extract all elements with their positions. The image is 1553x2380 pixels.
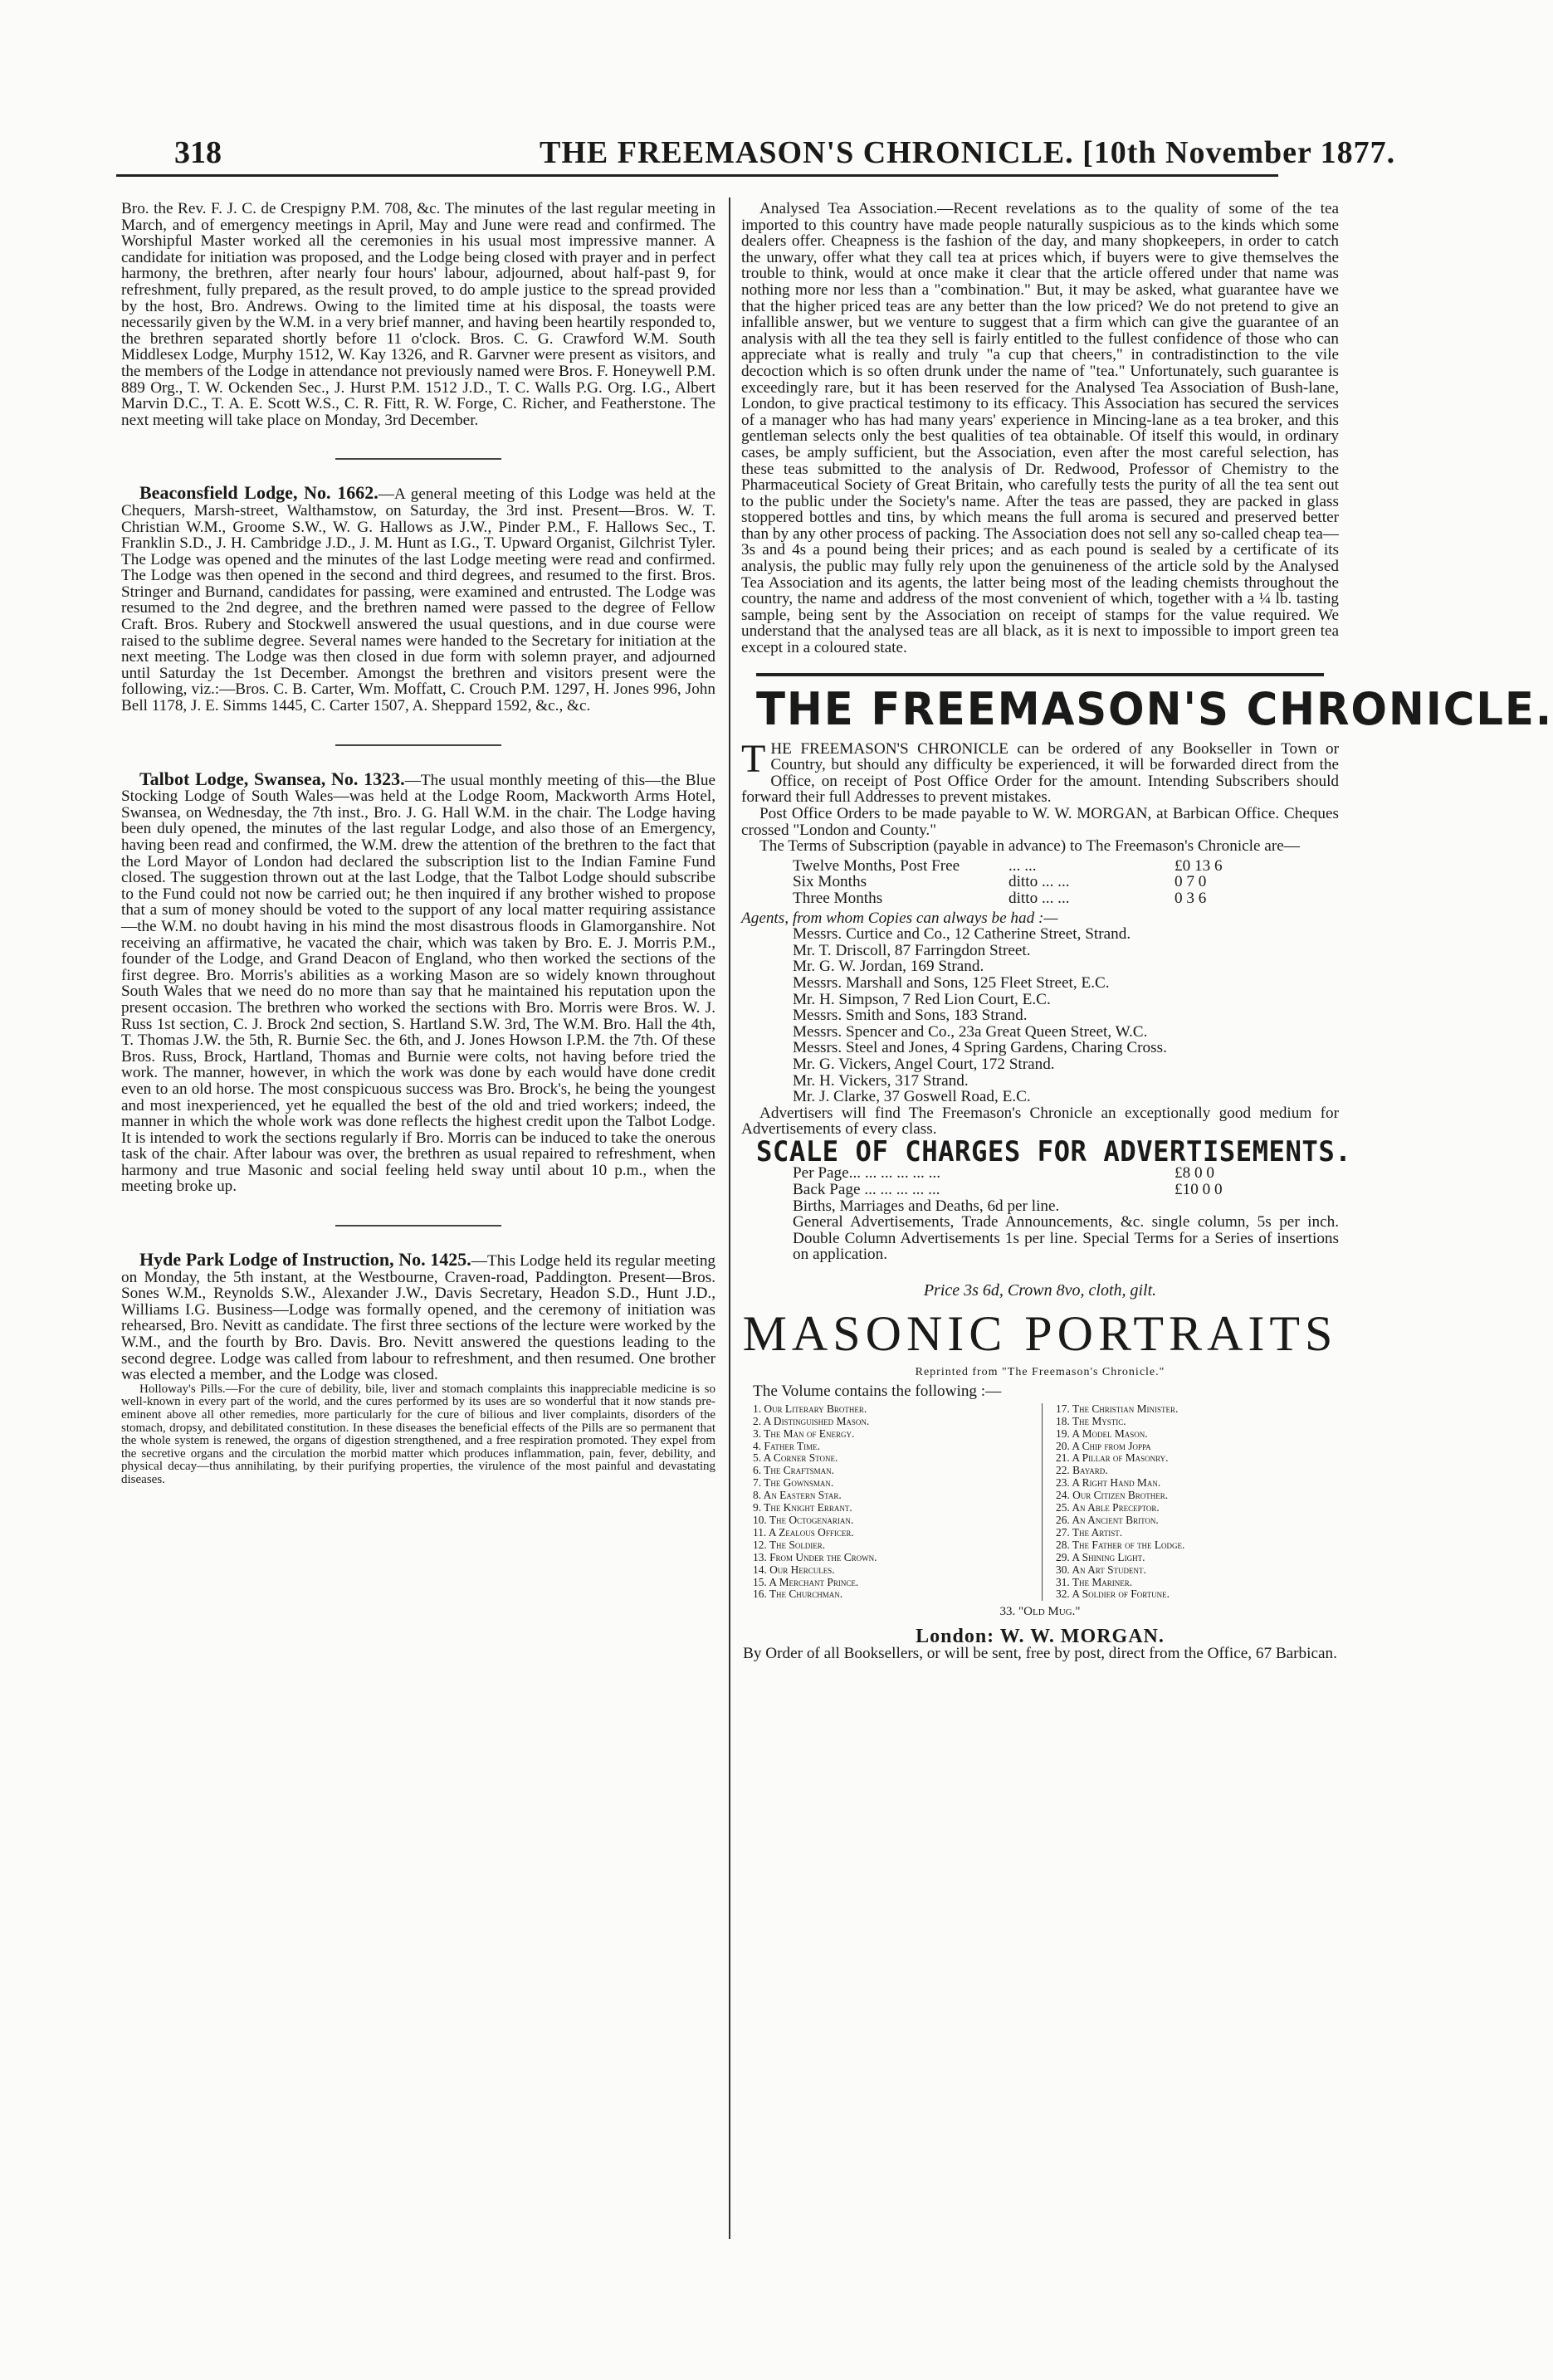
list-item: 17. The Christian Minister. (1056, 1402, 1179, 1415)
list-item: 18. The Mystic. (1056, 1414, 1126, 1427)
list-item: 10. The Octogenarian. (753, 1513, 854, 1526)
beaconsfield-text: —A general meeting of this Lodge was held at the Chequers, Marsh-street, Walthamstow, on Saturday, the 3rd inst. Present—Bros. W. T. Christian W.M., Groome S.W., W. G. Hallows as J.W., Pinder P.M., F. Hallows Sec., T. Franklin S.D., J. H. Cambridge J.D., J. M. Hunt as I.G., T. Upward Organist, Gilchrist Tyler. The Lodge was opened and the minutes of the last Lodge meeting were read and confirmed. The Lodge was then opened in the second and third degrees, and resumed to the first. Bros. Stringer and Burnand, candidates for passing, were examined and entrusted. The Lodge was resumed to the 2nd degree, and the brethren named were passed to the degree of Fellow Craft. Bros. Rubery and Stockwell answered the usual questions, and in due course were raised to the sublime degree. Several names were handed to the Secretary for initiation at the next meeting. The Lodge was then closed in due form with solemn prayer, and adjourned until Saturday the 1st December. Amongst the brethren and visitors present were the following, viz.:—Bros. C. B. Carter, Wm. Moffatt, C. Crouch P.M. 1297, H. Jones 996, John Bell 1178, J. E. Simms 1445, C. Carter 1507, A. Sheppard 1592, &c., &c. (121, 485, 715, 715)
page-header (58, 134, 1453, 171)
contents-column-a (753, 1403, 1043, 1602)
list-item: Mr. J. Clarke, 37 Goswell Road, E.C. (793, 1088, 1031, 1106)
chronicle-intro-text: HE FREEMASON'S CHRONICLE can be ordered of any Bookseller in Town or Country, but should any difficulty be experienced, it will be forwarded direct from the Office, on receipt of Post Office Order for the amount. Intending Subscribers should forward their full Addresses to prevent mistakes. (741, 739, 1339, 807)
drop-cap: T (741, 736, 766, 781)
table-row (793, 1182, 1339, 1198)
intro-paragraph: Bro. the Rev. F. J. C. de Crespigny P.M. 708, &c. The minutes of the last regular meeting in March, and of emergency meetings in April, May and June were read and confirmed. The Worshipful Master worked all the ceremonies in his usual most impressive manner. A candidate for initiation was proposed, and the Lodge being closed with prayer and in perfect harmony, the brethren, after nearly four hours' labour, adjourned, about half-past 9, for refreshment, fully prepared, as the result proved, to do ample justice to the spread provided by the host, Bro. Andrews. Owing to the limited time at his disposal, the toasts were necessarily given by the W.M. in a very brief manner, and having been heartily responded to, the brethren separated shortly before 11 o'clock. Bros. C. G. Crawford W.M. South Middlesex Lodge, Murphy 1512, W. Kay 1326, and R. Garvner were present as visitors, and the members of the Lodge in attendance not previously named were Bros. F. Honeywell P.M. 889 Org., T. W. Ockenden Sec., J. Hurst P.M. 1512 J.D., T. C. Walls P.G. Org. I.G., Albert Marvin D.C., T. A. E. Scott W.S., C. R. Fitt, R. W. Forge, C. Richer, and Featherstone. The next meeting will take place on Monday, 3rd December. (121, 200, 715, 429)
agents-list (741, 926, 1339, 1105)
talbot-title: Talbot Lodge, Swansea, No. 1323. (139, 768, 405, 789)
separator-rule (335, 744, 501, 746)
sub-price: 0 3 6 (1175, 889, 1207, 907)
separator-rule (335, 458, 501, 460)
table-row (793, 874, 1339, 890)
post-office-note: Post Office Orders to be made payable to W. W. MORGAN, at Barbican Office. Cheques crossed "London and County." (741, 805, 1339, 839)
list-item: 7. The Gownsman. (753, 1476, 834, 1490)
subscription-terms: The Terms of Subscription (payable in advance) to The Freemason's Chronicle are— (759, 837, 1300, 856)
subscription-table (793, 858, 1339, 907)
sub-price: 0 7 0 (1175, 873, 1207, 891)
talbot-text: —The usual monthly meeting of this—the Blue Stocking Lodge of South Wales—was held at the Lodge Room, Mackworth Arms Hotel, Swansea, on Wednesday, the 7th inst., Bro. J. G. Hall W.M. in the chair. The Lodge having been duly opened, the minutes of the last regular Lodge, and also those of an Emergency, having been read and confirmed, the W.M. drew the attention of the brethren to the fact that the Lord Mayor of London had declared the subscription list to the Indian Famine Fund closed. The suggestion thrown out at the last Lodge, that the Talbot Lodge should subscribe to the Fund could not now be carried out; he then inquired if any brother wished to propose that a sum of money should be voted to the support of any local matter requiring assistance—the W.M. no doubt having in his mind the most disastrous floods in Glamorganshire. Not receiving an affirmative, he vacated the chair, which was taken by Bro. E. J. Morris P.M., founder of the Lodge, and Grand Deacon of England, who then worked the sections of the first degree. Bro. Morris's abilities as a working Mason are so widely known throughout South Wales that we need do no more than say that he maintained his reputation upon the present occasion. The brethren who worked the sections with Bro. Morris were Bros. W. J. Russ 1st section, C. J. Brock 2nd section, S. Hartland S.W. 3rd, The W.M. Bro. Hall the 4th, T. Thomas J.W. the 5th, R. Burnie Sec. the 6th, and J. Jones Howson I.P.M. the 7th. Of these Bros. Russ, Brock, Hartland, Thomas and Burnie were colts, not having before tried the work. The manner, however, in which the work was done by each would have done credit even to an old horse. The most conspicuous success was Bro. Brock's, he being the youngest and most inexperienced, yet he equalled the best of the old and tried workers; indeed, the manner in which the whole work was done reflects the highest credit upon the Talbot Lodge. It is intended to work the sections regularly if Bro. Morris can be induced to take the onerous task of the chair. After labour was over, the brethren as usual repaired to refreshment, when harmony and true Masonic and social feeling held sway until about 10 p.m., when the meeting broke up. (121, 771, 715, 1196)
contents-last-item: 33. "Old Mug." (999, 1605, 1081, 1619)
list-item: 32. A Soldier of Fortune. (1056, 1587, 1170, 1601)
sub-ditto: ditto ... ... (1008, 873, 1070, 891)
list-item: 30. An Art Student. (1056, 1563, 1146, 1576)
hyde-park-title: Hyde Park Lodge of Instruction, No. 1425. (139, 1249, 471, 1270)
chronicle-intro (741, 736, 1339, 807)
chronicle-masthead: THE FREEMASON'S CHRONICLE. (756, 673, 1324, 734)
page-title: THE FREEMASON'S CHRONICLE. [10th November 1877. (540, 135, 1396, 170)
list-item: Messrs. Marshall and Sons, 125 Fleet Street, E.C. (793, 973, 1110, 992)
list-item: 5. A Corner Stone. (753, 1451, 838, 1465)
list-item: 31. The Mariner. (1056, 1575, 1133, 1588)
hyde-park-text: —This Lodge held its regular meeting on Monday, the 5th instant, at the Westbourne, Craven-road, Paddington. Present—Bros. Sones W.M., Reynolds S.W., Alexander J.W., Davis Secretary, Headon S.D., Hunt J.D., Williams I.G. Business—Lodge was formally opened, and the ceremony of initiation was rehearsed, Bro. Nevitt as candidate. The first three sections of the lecture were worked by the W.M., and the fourth by Bro. Davis. Bro. Nevitt answered the questions leading to the second degree. Lodge was called from labour to refreshment, and then resumed. One brother was elected a member, and the Lodge was closed. (121, 1252, 716, 1384)
header-rule (116, 174, 1278, 177)
list-item: 20. A Chip from Joppa (1056, 1439, 1151, 1452)
charge-label: Per Page... ... ... ... ... ... (793, 1164, 940, 1183)
list-item: 4. Father Time. (753, 1439, 820, 1452)
price-line: Price 3s 6d, Crown 8vo, cloth, gilt. (923, 1281, 1157, 1300)
list-item: 14. Our Hercules. (753, 1563, 835, 1576)
list-item: Mr. T. Driscoll, 87 Farringdon Street. (793, 941, 1031, 959)
sub-period: Six Months (793, 873, 867, 891)
beaconsfield-title: Beaconsfield Lodge, No. 1662. (139, 482, 378, 504)
list-item: 21. A Pillar of Masonry. (1056, 1451, 1169, 1465)
list-item: Mr. G. Vickers, Angel Court, 172 Strand. (793, 1055, 1055, 1073)
contents-heading: The Volume contains the following :— (753, 1383, 1002, 1401)
list-item: 28. The Father of the Lodge. (1056, 1538, 1185, 1551)
talbot-article (121, 768, 715, 1196)
charge-label: Back Page ... ... ... ... ... (793, 1181, 940, 1199)
separator-rule (335, 1225, 501, 1227)
list-item: Mr. H. Vickers, 317 Strand. (793, 1071, 969, 1090)
contents-column-b (1043, 1403, 1338, 1602)
births-note: Births, Marriages and Deaths, 6d per line. (793, 1197, 1060, 1215)
list-item: 24. Our Citizen Brother. (1056, 1489, 1169, 1502)
list-item: 13. From Under the Crown. (753, 1550, 877, 1563)
sub-period: Three Months (793, 889, 883, 907)
charge-price: £10 0 0 (1175, 1181, 1223, 1199)
column-divider (729, 198, 730, 2239)
list-item: 12. The Soldier. (753, 1538, 826, 1551)
list-item: 9. The Knight Errant. (753, 1501, 852, 1514)
list-item: Messrs. Steel and Jones, 4 Spring Gardens, Charing Cross. (793, 1039, 1167, 1057)
charges-table (741, 1165, 1339, 1197)
right-column (741, 200, 1553, 1662)
list-item: 2. A Distinguished Mason. (753, 1414, 870, 1427)
general-ads-note: General Advertisements, Trade Announcements, &c. single column, 5s per inch. Double Column Advertisements 1s per line. Special Terms for a Series of insertions on application. (793, 1213, 1339, 1264)
table-row (793, 890, 1339, 907)
beaconsfield-article (121, 482, 715, 715)
charge-price: £8 0 0 (1175, 1164, 1214, 1183)
list-item: 15. A Merchant Prince. (753, 1575, 859, 1588)
list-item: Messrs. Spencer and Co., 23a Great Queen Street, W.C. (793, 1022, 1148, 1041)
scale-heading: SCALE OF CHARGES FOR ADVERTISEMENTS. (756, 1134, 1352, 1168)
agents-heading: Agents, from whom Copies can always be had :— (741, 909, 1058, 927)
page-number: 318 (174, 135, 222, 170)
order-note: By Order of all Booksellers, or will be sent, free by post, direct from the Office, 67 Barbican. (743, 1644, 1337, 1662)
list-item: 8. An Eastern Star. (753, 1489, 842, 1502)
holloway-advert: Holloway's Pills.—For the cure of debility, bile, liver and stomach complaints this inappreciable medicine is so well-known in every part of the world, and the cures performed by its uses are so wonderful that it now stands pre-eminent above all other remedies, more particularly for the cure of bilious and liver complaints, disorders of the stomach, dropsy, and debilitated constitution. In these diseases the beneficial effects of the Pills are so permanent that the whole system is renewed, the organs of digestion strengthened, and a free respiration promoted. They expel from the secretive organs and the circulation the morbid matter which produces inflammation, pain, fever, debility, and physical decay—thus annihilating, by their purifying properties, the virulence of the most painful and devastating diseases. (121, 1382, 715, 1486)
publisher-line: London: W. W. MORGAN. (916, 1625, 1165, 1647)
list-item: 6. The Craftsman. (753, 1464, 834, 1477)
tea-article: Analysed Tea Association.—Recent revelations as to the quality of some of the tea imported to this country have made people naturally suspicious as to the kinds which some dealers offer. Cheapness is the fashion of the day, and many shopkeepers, in order to catch the unwary, offer what they call tea at prices which, if buyers were to give themselves the trouble to think, would at once make it clear that the article offered under that name was nothing more nor less than a "combination." But, it may be asked, what guarantee have we that the higher priced teas are any better than the low priced? We do not pretend to give an infallible answer, but we venture to suggest that a firm which can give the guarantee of an analysis with all the tea they sell is fairly entitled to the fullest confidence of those who can appreciate what is really and truly "a cup that cheers," in contradistinction to the vile decoction which is so often drunk under the name of "tea." Unfortunately, such guarantee is exceedingly rare, but it has been reserved for the Analysed Tea Association of Bush-lane, London, to give practical testimony to its efficacy. This Association has secured the services of a manager who has had many years' experience in Mincing-lane as a tea broker, and this gentleman selects only the best qualities of tea obtainable. Of itself this would, in ordinary cases, be amply sufficient, but the Association, even after the most careful selection, has these teas submitted to the analysis of Dr. Redwood, Professor of Chemistry to the Pharmaceutical Society of Great Britain, who carefully tests the purity of all the tea sent out to the public under the Society's name. After the teas are passed, they are packed in glass stoppered bottles and tins, by which means the full aroma is secured and preserved better than by any other process of packing. The Association does not sell any so-called cheap tea—3s and 4s a pound being their prices; and as each pound is sealed by a certificate of its analysis, the public may fully rely upon the genuineness of the article sold by the Analysed Tea Association and its agents, the latter being most of the leading chemists throughout the country, the name and address of the most convenient of which, together with a ¼ lb. tasting sample, being sent by the Association on receipt of stamps for the value required. We understand that the analysed teas are all black, as it is next to impossible to import green tea except in a coloured state. (741, 200, 1339, 657)
sub-period: Twelve Months, Post Free (793, 856, 960, 875)
left-column (121, 201, 715, 1487)
sub-price: £0 13 6 (1175, 856, 1223, 875)
list-item: 29. A Shining Light. (1056, 1550, 1145, 1563)
list-item: 16. The Churchman. (753, 1587, 843, 1601)
sub-ditto: ... ... (1008, 856, 1037, 875)
list-item: Messrs. Smith and Sons, 183 Strand. (793, 1007, 1028, 1025)
reprinted-note: Reprinted from "The Freemason's Chronicle." (915, 1365, 1165, 1378)
advertisers-note: Advertisers will find The Freemason's Chronicle an exceptionally good medium for Advertisements of every class. (741, 1104, 1339, 1139)
list-item: 19. A Model Mason. (1056, 1427, 1148, 1440)
sub-ditto: ditto ... ... (1008, 889, 1070, 907)
portraits-title: MASONIC PORTRAITS (742, 1305, 1338, 1361)
list-item: 23. A Right Hand Man. (1056, 1476, 1161, 1490)
list-item: 27. The Artist. (1056, 1525, 1123, 1539)
list-item: 3. The Man of Energy. (753, 1427, 855, 1440)
list-item: 22. Bayard. (1056, 1464, 1108, 1477)
list-item: 11. A Zealous Officer. (753, 1525, 854, 1539)
list-item: 25. An Able Preceptor. (1056, 1501, 1160, 1514)
list-item: Mr. H. Simpson, 7 Red Lion Court, E.C. (793, 990, 1051, 1008)
list-item: Mr. G. W. Jordan, 169 Strand. (793, 958, 984, 976)
list-item: Messrs. Curtice and Co., 12 Catherine Street, Strand. (793, 925, 1131, 944)
list-item: 26. An Ancient Briton. (1056, 1513, 1159, 1526)
table-row (793, 858, 1339, 875)
list-item: 1. Our Literary Brother. (753, 1402, 867, 1415)
contents-list (741, 1403, 1339, 1602)
hyde-park-article (121, 1251, 715, 1383)
